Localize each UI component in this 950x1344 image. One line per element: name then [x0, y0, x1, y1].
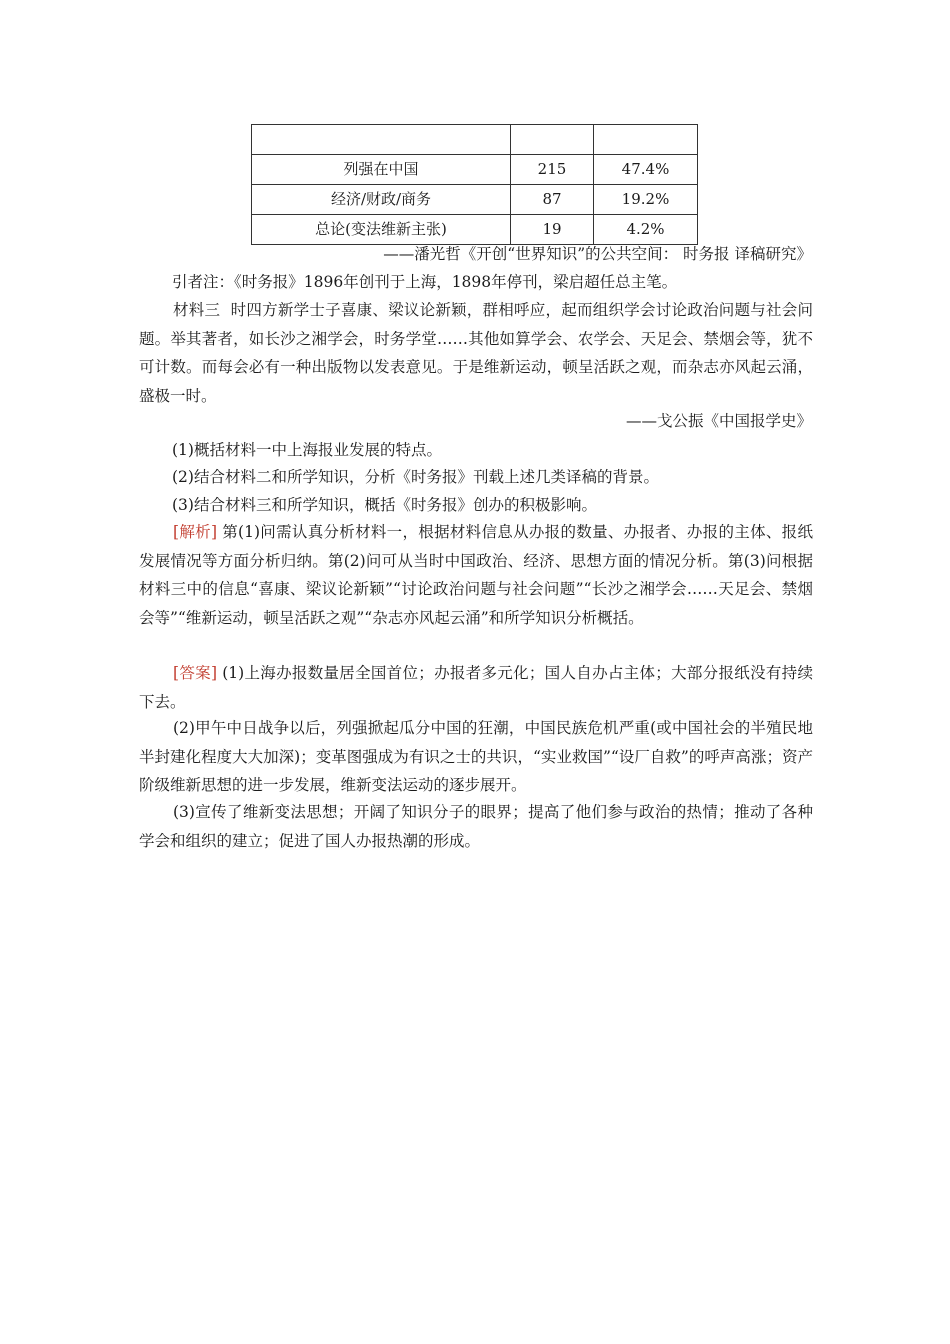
table-cell	[252, 125, 511, 155]
material-three-citation: ——戈公振《中国报学史》	[625, 412, 812, 430]
table-row	[252, 215, 698, 245]
answer-paragraph-3: (3)宣传了维新变法思想；开阔了知识分子的眼界；提高了他们参与政治的热情；推动了各种学会和组织的建立；促进了国人办报热潮的形成。	[139, 803, 813, 850]
question-1: (1)概括材料一中上海报业发展的特点。	[172, 441, 442, 459]
table-cell: 47.4%	[594, 155, 698, 185]
table-row	[252, 155, 698, 185]
analysis-text: 第(1)问需认真分析材料一，根据材料信息从办报的数量、办报者、办报的主体、报纸发展情况等方面分析归纳。第(2)问可从当时中国政治、经济、思想方面的情况分析。第(3)问根据材料三中的信息“喜康、梁议论新颖”“讨论政治问题与社会问题”“长沙之湘学会……天足会、禁烟会等”“维新运动，顿呈活跃之观”“杂志亦风起云涌”和所学知识分析概括。	[139, 523, 813, 627]
answer-1-text: (1)上海办报数量居全国首位；办报者多元化；国人自办占主体；大部分报纸没有持续下去。	[139, 664, 813, 711]
answer-tag: [答案]	[173, 664, 217, 682]
table-cell: 列强在中国	[252, 155, 511, 185]
table-cell: 215	[511, 155, 594, 185]
table-cell: 87	[511, 185, 594, 215]
table-cell: 经济/财政/商务	[252, 185, 511, 215]
table-cell	[594, 125, 698, 155]
question-3: (3)结合材料三和所学知识，概括《时务报》创办的积极影响。	[172, 496, 597, 514]
editor-note: 引者注：《时务报》1896年创刊于上海，1898年停刊，梁启超任总主笔。	[172, 273, 678, 291]
translation-stats-table	[251, 124, 698, 245]
table-cell: 19.2%	[594, 185, 698, 215]
material-text: 时四方新学士子喜康、梁议论新颖，群相呼应，起而组织学会讨论政治问题与社会问题。举其著者，如长沙之湘学会，时务学堂……其他如算学会、农学会、天足会、禁烟会等，犹不可计数。而每会必有一种出版物以发表意见。于是维新运动，顿呈活跃之观，而杂志亦风起云涌，盛极一时。	[139, 301, 813, 405]
table-citation: ——潘光哲《开创“世界知识”的公共空间： 时务报 译稿研究》	[383, 245, 812, 263]
table-row	[252, 125, 698, 155]
analysis-paragraph	[139, 518, 813, 632]
table-cell	[511, 125, 594, 155]
analysis-tag: [解析]	[173, 523, 217, 541]
answer-paragraph-2: (2)甲午中日战争以后，列强掀起瓜分中国的狂潮，中国民族危机严重(或中国社会的半殖民地半封建化程度大大加深)；变革图强成为有识之士的共识，“实业救国”“设厂自救”的呼声高涨；资产阶级维新思想的进一步发展，维新变法运动的逐步展开。	[139, 719, 813, 794]
table-cell: 总论(变法维新主张)	[252, 215, 511, 245]
table-cell: 4.2%	[594, 215, 698, 245]
answer-paragraph-1	[139, 659, 813, 716]
table-cell: 19	[511, 215, 594, 245]
table-row	[252, 185, 698, 215]
question-2: (2)结合材料二和所学知识，分析《时务报》刊载上述几类译稿的背景。	[172, 468, 659, 486]
material-label: 材料三	[173, 301, 221, 319]
material-three-paragraph	[139, 296, 813, 410]
